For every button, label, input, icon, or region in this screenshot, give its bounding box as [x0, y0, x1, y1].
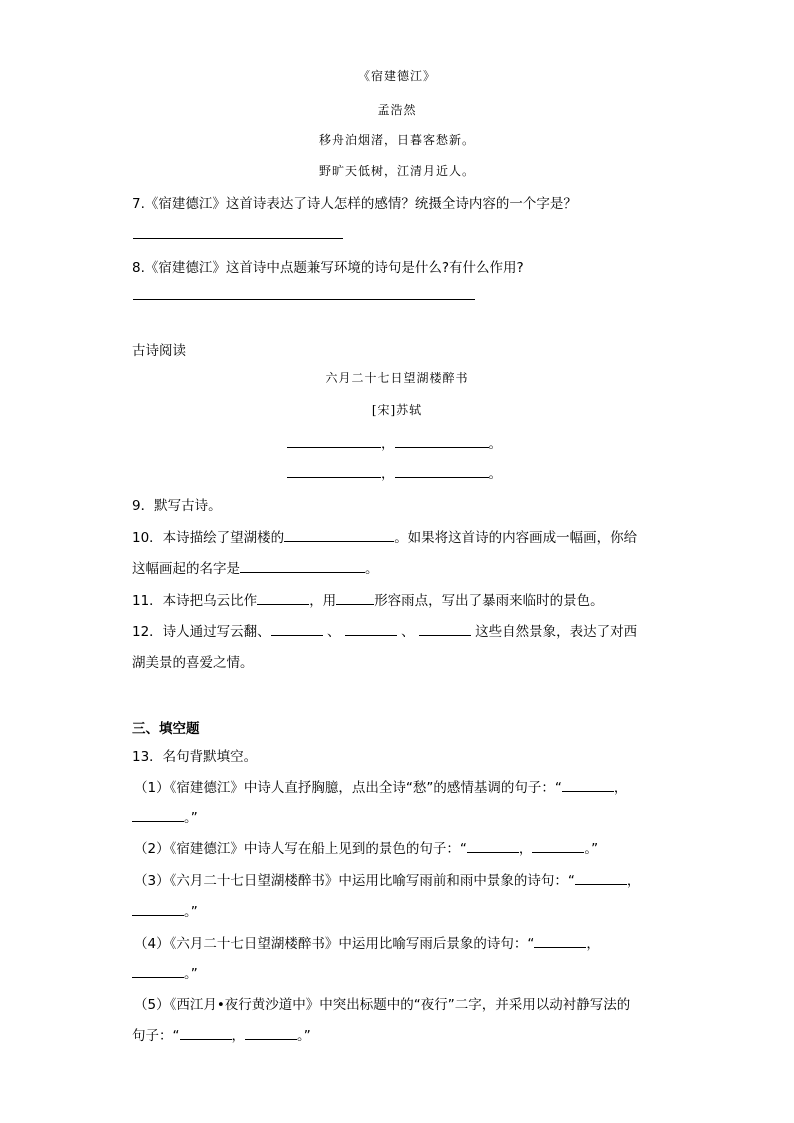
question-8: 8.《宿建德江》这首诗中点题兼写环境的诗句是什么?有什么作用?	[132, 260, 524, 276]
poem2-author: [宋]苏轼	[371, 403, 423, 417]
period: 。	[488, 436, 502, 452]
answer-blank[interactable]	[562, 779, 614, 792]
dictation-blank[interactable]	[287, 435, 381, 448]
answer-blank[interactable]	[534, 935, 586, 948]
poem1-title: 《宿建德江》	[357, 69, 436, 83]
dictation-blank[interactable]	[395, 435, 489, 448]
answer-blank[interactable]	[419, 623, 471, 636]
answer-line-8[interactable]	[133, 299, 475, 300]
answer-blank[interactable]	[284, 529, 394, 542]
answer-blank[interactable]	[467, 840, 519, 853]
answer-blank[interactable]	[245, 1027, 297, 1040]
answer-blank[interactable]	[132, 809, 184, 822]
q13-item-5-line2: 句子：“ ， 。”	[132, 1028, 311, 1044]
q13-item-4-line2: 。”	[132, 962, 198, 982]
answer-blank[interactable]	[345, 623, 397, 636]
poem1-line2: 野旷天低树，江清月近人。	[318, 164, 475, 178]
dictation-line-2	[287, 462, 502, 482]
dictation-blank[interactable]	[395, 465, 489, 478]
answer-blank[interactable]	[180, 1027, 232, 1040]
answer-blank[interactable]	[336, 592, 374, 605]
question-10-line2: 这幅画起的名字是 。	[132, 561, 379, 577]
q13-item-3-line1: （3）《六月二十七日望湖楼醉书》中运用比喻写雨前和雨中景象的诗句：“ ，	[134, 873, 641, 889]
q13-item-1-line2: 。”	[132, 806, 198, 826]
question-13-title: 13．名句背默填空。	[132, 749, 258, 765]
answer-blank[interactable]	[532, 840, 584, 853]
question-7: 7.《宿建德江》这首诗表达了诗人怎样的感情？统摄全诗内容的一个字是？	[132, 196, 577, 212]
q13-item-1-line1: （1）《宿建德江》中诗人直抒胸臆，点出全诗“愁”的感情基调的句子：“ ，	[134, 780, 628, 796]
poem1-author: 孟浩然	[377, 103, 417, 117]
answer-blank[interactable]	[132, 965, 184, 978]
q13-item-2: （2）《宿建德江》中诗人写在船上见到的景色的句子：“ ， 。”	[134, 841, 599, 857]
poem2-title: 六月二十七日望湖楼醉书	[325, 371, 469, 385]
comma: ，	[381, 466, 395, 482]
answer-line-7[interactable]	[133, 238, 343, 239]
q13-item-3-line2: 。”	[132, 900, 198, 920]
answer-blank[interactable]	[257, 592, 309, 605]
section-label: 古诗阅读	[132, 343, 186, 359]
question-12-line1: 12．诗人通过写云翻、 、 、 这些自然景象，表达了对西	[132, 624, 638, 640]
question-12-line2: 湖美景的喜爱之情。	[132, 655, 254, 671]
answer-blank[interactable]	[132, 903, 184, 916]
question-9: 9．默写古诗。	[132, 498, 222, 514]
q13-item-5-line1: （5）《西江月•夜行黄沙道中》中突出标题中的“夜行”二字，并采用以动衬静写法的	[134, 997, 631, 1013]
poem1-line1: 移舟泊烟渚，日暮客愁新。	[318, 133, 475, 147]
dictation-line-1	[287, 432, 502, 452]
section-3-heading: 三、填空题	[132, 721, 200, 737]
period: 。	[488, 466, 502, 482]
question-11: 11．本诗把乌云比作 ，用 形容雨点，写出了暴雨来临时的景色。	[132, 593, 604, 609]
question-10-line1: 10．本诗描绘了望湖楼的 。如果将这首诗的内容画成一幅画，你给	[132, 530, 638, 546]
answer-blank[interactable]	[240, 560, 365, 573]
dictation-blank[interactable]	[287, 465, 381, 478]
answer-blank[interactable]	[575, 872, 627, 885]
comma: ，	[381, 436, 395, 452]
answer-blank[interactable]	[271, 623, 323, 636]
q13-item-4-line1: （4）《六月二十七日望湖楼醉书》中运用比喻写雨后景象的诗句：“ ，	[134, 936, 600, 952]
